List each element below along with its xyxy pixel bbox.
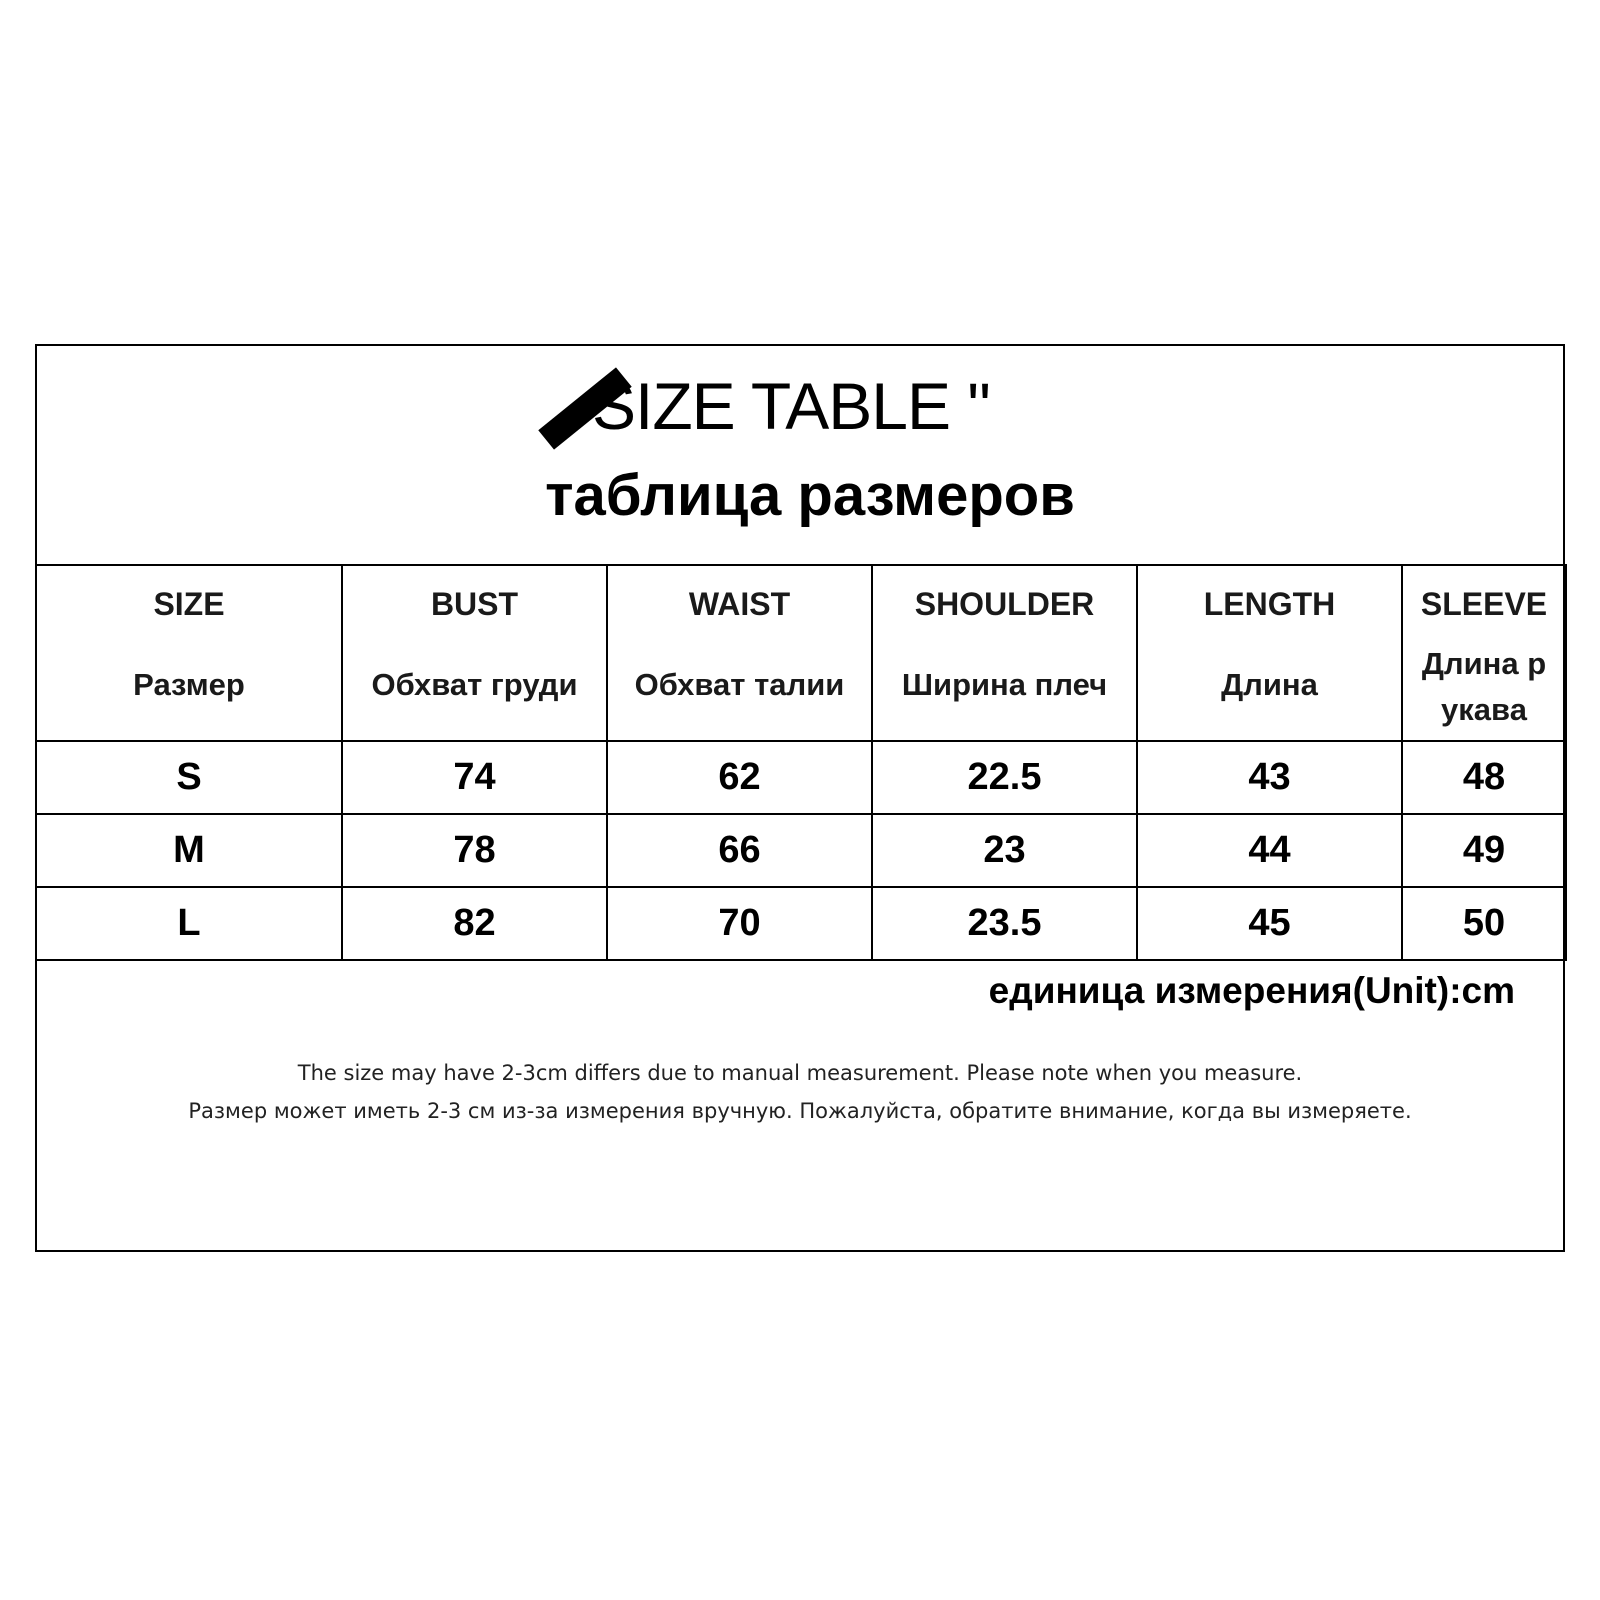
table-cell: 78 [342, 814, 607, 887]
table-cell: 70 [607, 887, 872, 960]
table-cell: 44 [1137, 814, 1402, 887]
table-row [36, 814, 1566, 887]
header-cell [1137, 565, 1402, 741]
header-cell [607, 565, 872, 741]
measurement-note-russian: Размер может иметь 2-3 см из-за измерения вручную. Пожалуйста, обратите внимание, когда вы измеряете. [188, 1099, 1412, 1123]
unit-label: единица измерения(Unit):cm [988, 970, 1515, 1011]
table-cell: S [36, 741, 342, 814]
table-cell: 49 [1402, 814, 1566, 887]
header-en: BUST [430, 586, 519, 622]
table-cell: 45 [1137, 887, 1402, 960]
title-english: SIZE TABLE " [592, 369, 990, 443]
header-cell [342, 565, 607, 741]
table-cell: 23 [872, 814, 1137, 887]
table-cell: 82 [342, 887, 607, 960]
table-header-row [36, 565, 1566, 741]
header-ru: Размер [133, 667, 245, 702]
table-cell: 22.5 [872, 741, 1137, 814]
table-cell: 66 [607, 814, 872, 887]
header-cell [1402, 565, 1566, 741]
header-ru: Длина [1221, 667, 1318, 702]
header-en: LENGTH [1203, 586, 1336, 622]
header-en: SLEEVE [1420, 586, 1548, 622]
table-cell: 23.5 [872, 887, 1137, 960]
header-ru: Обхват талии [634, 667, 845, 702]
header-en: SHOULDER [914, 586, 1095, 622]
table-cell: 48 [1402, 741, 1566, 814]
size-chart-frame [35, 344, 1565, 1252]
table-cell: 50 [1402, 887, 1566, 960]
title-russian: таблица размеров [545, 463, 1075, 528]
header-cell [36, 565, 342, 741]
table-cell: 62 [607, 741, 872, 814]
table-cell: 74 [342, 741, 607, 814]
measurement-note-english: The size may have 2-3cm differs due to manual measurement. Please note when you measure. [297, 1061, 1303, 1085]
table-cell: M [36, 814, 342, 887]
header-en: WAIST [688, 586, 791, 622]
header-ru: Ширина плеч [901, 667, 1108, 702]
header-ru: Длина р укава [1421, 646, 1547, 727]
size-table [35, 564, 1567, 961]
table-row [36, 887, 1566, 960]
size-chart-header [37, 346, 1563, 564]
table-cell: 43 [1137, 741, 1402, 814]
header-en: SIZE [153, 586, 225, 622]
table-cell: L [36, 887, 342, 960]
header-cell [872, 565, 1137, 741]
table-row [36, 741, 1566, 814]
header-ru: Обхват груди [371, 667, 578, 702]
